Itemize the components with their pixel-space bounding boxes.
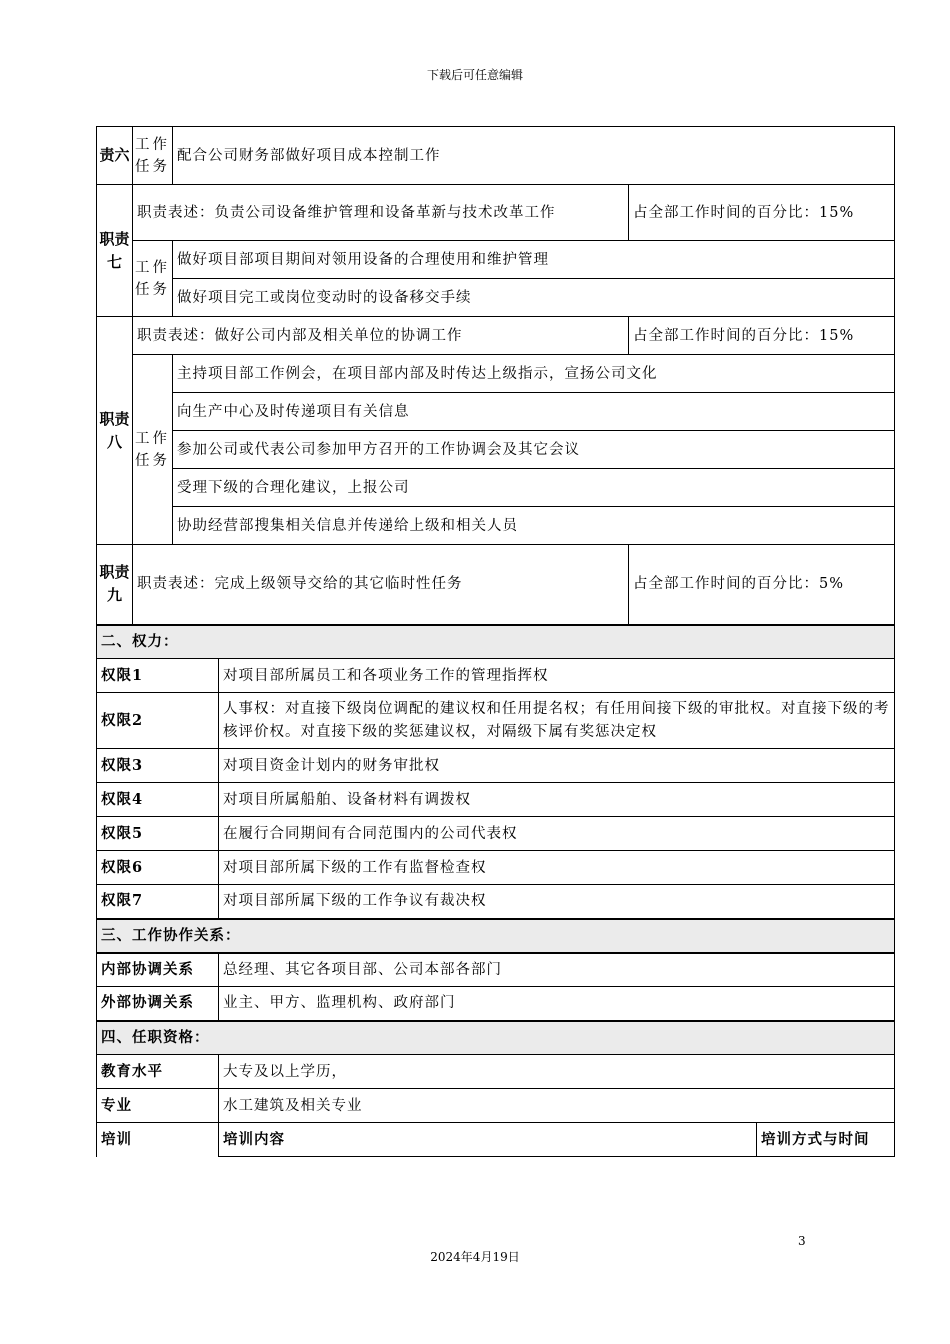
duty-8-task-row	[97, 469, 895, 507]
authority-row	[97, 817, 895, 851]
authority-text: 人事权：对直接下级岗位调配的建议权和任用提名权；有任用间接下级的审批权。对直接下级的考核评价权。对直接下级的奖惩建议权，对隔级下属有奖惩决定权	[219, 693, 895, 749]
qualification-row	[97, 1055, 895, 1089]
authority-text: 对项目所属船舶、设备材料有调拨权	[219, 783, 895, 817]
duty-7-task-label: 工作任务	[133, 241, 173, 317]
duty-8-task: 协助经营部搜集相关信息并传递给上级和相关人员	[173, 507, 895, 545]
authority-row	[97, 749, 895, 783]
major-label: 专业	[97, 1089, 219, 1123]
authority-text: 在履行合同期间有合同范围内的公司代表权	[219, 817, 895, 851]
duty-8-task-row	[97, 507, 895, 545]
authority-row	[97, 659, 895, 693]
duty-9-percentage: 占全部工作时间的百分比：5%	[629, 545, 895, 625]
duty-8-task-row	[97, 393, 895, 431]
duty-8-label: 职责八	[97, 317, 133, 545]
internal-value: 总经理、其它各项目部、公司本部各部门	[219, 953, 895, 987]
education-value: 大专及以上学历，	[219, 1055, 895, 1089]
external-value: 业主、甲方、监理机构、政府部门	[219, 987, 895, 1021]
duty-8-percentage: 占全部工作时间的百分比：15%	[629, 317, 895, 355]
duty-7-desc-row	[97, 185, 895, 241]
duty-8-description: 职责表述：做好公司内部及相关单位的协调工作	[133, 317, 629, 355]
cooperation-title: 三、工作协作关系：	[97, 919, 895, 953]
authority-row	[97, 783, 895, 817]
major-value: 水工建筑及相关专业	[219, 1089, 895, 1123]
duty-8-task: 受理下级的合理化建议，上报公司	[173, 469, 895, 507]
duty-8-desc-row	[97, 317, 895, 355]
footer-date: 2024年4月19日	[430, 1250, 520, 1264]
authority-row	[97, 885, 895, 919]
duty-8-task: 向生产中心及时传递项目有关信息	[173, 393, 895, 431]
page-number: 3	[798, 1234, 806, 1248]
duty-9-row	[97, 545, 895, 625]
duty-6-task-label: 工作任务	[133, 127, 173, 185]
authority-label: 权限2	[97, 693, 219, 749]
header-note: 下载后可任意编辑	[426, 68, 523, 82]
authority-label: 权限3	[97, 749, 219, 783]
authority-label: 权限1	[97, 659, 219, 693]
duty-7-task: 做好项目完工或岗位变动时的设备移交手续	[173, 279, 895, 317]
duty-7-percentage: 占全部工作时间的百分比：15%	[629, 185, 895, 241]
duty-7-task-row	[97, 241, 895, 279]
training-content-header: 培训内容	[219, 1123, 757, 1157]
authority-label: 权限5	[97, 817, 219, 851]
qualification-row	[97, 1089, 895, 1123]
qualification-row	[97, 1123, 895, 1157]
authority-text: 对项目部所属员工和各项业务工作的管理指挥权	[219, 659, 895, 693]
duty-8-task: 参加公司或代表公司参加甲方召开的工作协调会及其它会议	[173, 431, 895, 469]
training-method-header: 培训方式与时间	[757, 1123, 895, 1157]
education-label: 教育水平	[97, 1055, 219, 1089]
authority-text: 对项目部所属下级的工作有监督检查权	[219, 851, 895, 885]
duty-7-task-row	[97, 279, 895, 317]
duty-9-label: 职责九	[97, 545, 133, 625]
training-label: 培训	[97, 1123, 219, 1157]
authority-section-row	[97, 625, 895, 659]
duty-8-task-row	[97, 431, 895, 469]
internal-label: 内部协调关系	[97, 953, 219, 987]
cooperation-row	[97, 953, 895, 987]
authority-label: 权限6	[97, 851, 219, 885]
duty-6-task: 配合公司财务部做好项目成本控制工作	[173, 127, 895, 185]
authority-row	[97, 693, 895, 749]
duty-9-description: 职责表述：完成上级领导交给的其它临时性任务	[133, 545, 629, 625]
duty-8-task: 主持项目部工作例会，在项目部内部及时传达上级指示，宣扬公司文化	[173, 355, 895, 393]
authority-row	[97, 851, 895, 885]
authority-label: 权限4	[97, 783, 219, 817]
duty-7-label: 职责七	[97, 185, 133, 317]
cooperation-row	[97, 987, 895, 1021]
qualification-section-row	[97, 1021, 895, 1055]
authority-title: 二、权力：	[97, 625, 895, 659]
duty-8-task-label: 工作任务	[133, 355, 173, 545]
authority-text: 对项目部所属下级的工作争议有裁决权	[219, 885, 895, 919]
duty-7-task: 做好项目部项目期间对领用设备的合理使用和维护管理	[173, 241, 895, 279]
authority-text: 对项目资金计划内的财务审批权	[219, 749, 895, 783]
job-description-table	[96, 126, 895, 1157]
authority-label: 权限7	[97, 885, 219, 919]
duty-6-row	[97, 127, 895, 185]
duty-6-label: 责六	[97, 127, 133, 185]
qualification-title: 四、任职资格：	[97, 1021, 895, 1055]
cooperation-section-row	[97, 919, 895, 953]
external-label: 外部协调关系	[97, 987, 219, 1021]
duty-8-task-row	[97, 355, 895, 393]
duty-7-description: 职责表述：负责公司设备维护管理和设备革新与技术改革工作	[133, 185, 629, 241]
